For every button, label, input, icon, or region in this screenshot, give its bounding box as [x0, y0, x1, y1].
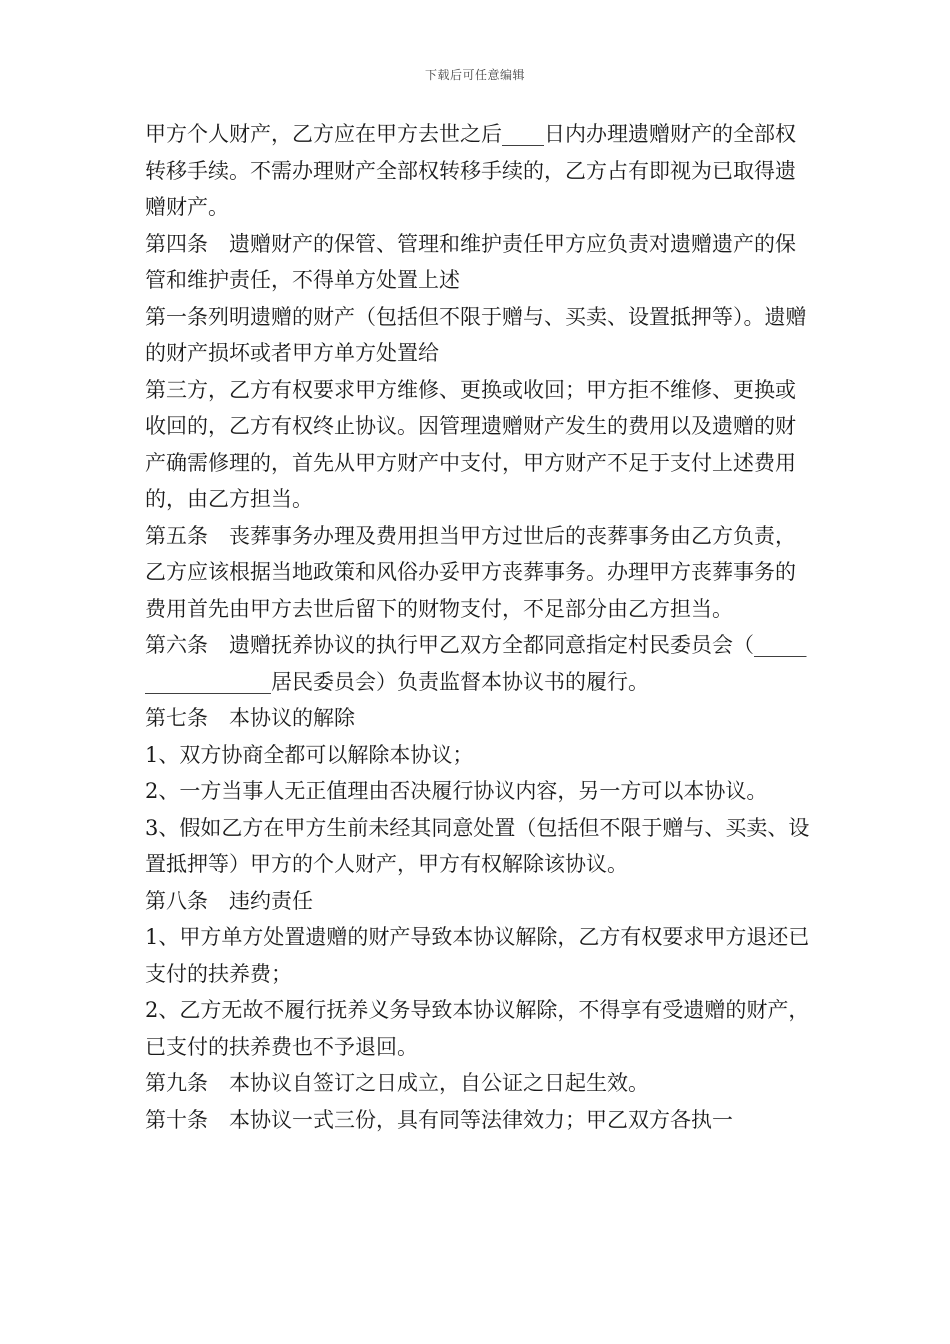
paragraph-article-5: 第五条 丧葬事务办理及费用担当甲方过世后的丧葬事务由乙方负责，乙方应该根据当地政策和风俗办妥甲方丧葬事务。办理甲方丧葬事务的费用首先由甲方去世后留下的财物支付，不足部分由乙方担当。 [145, 523, 796, 621]
document-body [145, 116, 810, 1138]
paragraph-article-8-title: 第八条 违约责任 [145, 888, 313, 913]
paragraph-article-7-item-3: 3、假如乙方在甲方生前未经其同意处置（包括但不限于赠与、买卖、设置抵押等）甲方的个人财产，甲方有权解除该协议。 [145, 815, 810, 876]
paragraph-article-6: 第六条 遗赠抚养协议的执行甲乙双方全都同意指定村民委员会（_________________居民委员会）负责监督本协议书的履行。 [145, 633, 807, 694]
paragraph-third-party: 第三方，乙方有权要求甲方维修、更换或收回；甲方拒不维修、更换或收回的，乙方有权终止协议。因管理遗赠财产发生的费用以及遗赠的财产确需修理的，首先从甲方财产中支付，甲方财产不足于支付上述费用的，由乙方担当。 [145, 377, 796, 511]
paragraph-article-8-item-2: 2、乙方无故不履行抚养义务导致本协议解除，不得享有受遗赠的财产，已支付的扶养费也不予退回。 [145, 998, 810, 1059]
paragraph-article-1-ref: 第一条列明遗赠的财产（包括但不限于赠与、买卖、设置抵押等）。遗赠的财产损坏或者甲方单方处置给 [145, 304, 807, 365]
paragraph-1: 甲方个人财产，乙方应在甲方去世之后____日内办理遗赠财产的全部权转移手续。不需办理财产全部权转移手续的，乙方占有即视为已取得遗赠财产。 [145, 122, 796, 219]
paragraph-article-7-title: 第七条 本协议的解除 [145, 706, 355, 730]
page-header-note: 下载后可任意编辑 [424, 68, 525, 82]
paragraph-article-7-item-2: 2、一方当事人无正值理由否决履行协议内容，另一方可以本协议。 [145, 779, 768, 803]
paragraph-article-8-item-1: 1、甲方单方处置遗赠的财产导致本协议解除，乙方有权要求甲方退还已支付的扶养费； [145, 925, 810, 986]
paragraph-article-7-item-1: 1、双方协商全都可以解除本协议； [145, 742, 474, 767]
paragraph-article-9: 第九条 本协议自签订之日成立，自公证之日起生效。 [145, 1071, 649, 1095]
paragraph-article-4: 第四条 遗赠财产的保管、管理和维护责任甲方应负责对遗赠遗产的保管和维护责任，不得单方处置上述 [145, 231, 796, 292]
paragraph-article-10: 第十条 本协议一式三份，具有同等法律效力；甲乙双方各执一 [145, 1107, 733, 1132]
